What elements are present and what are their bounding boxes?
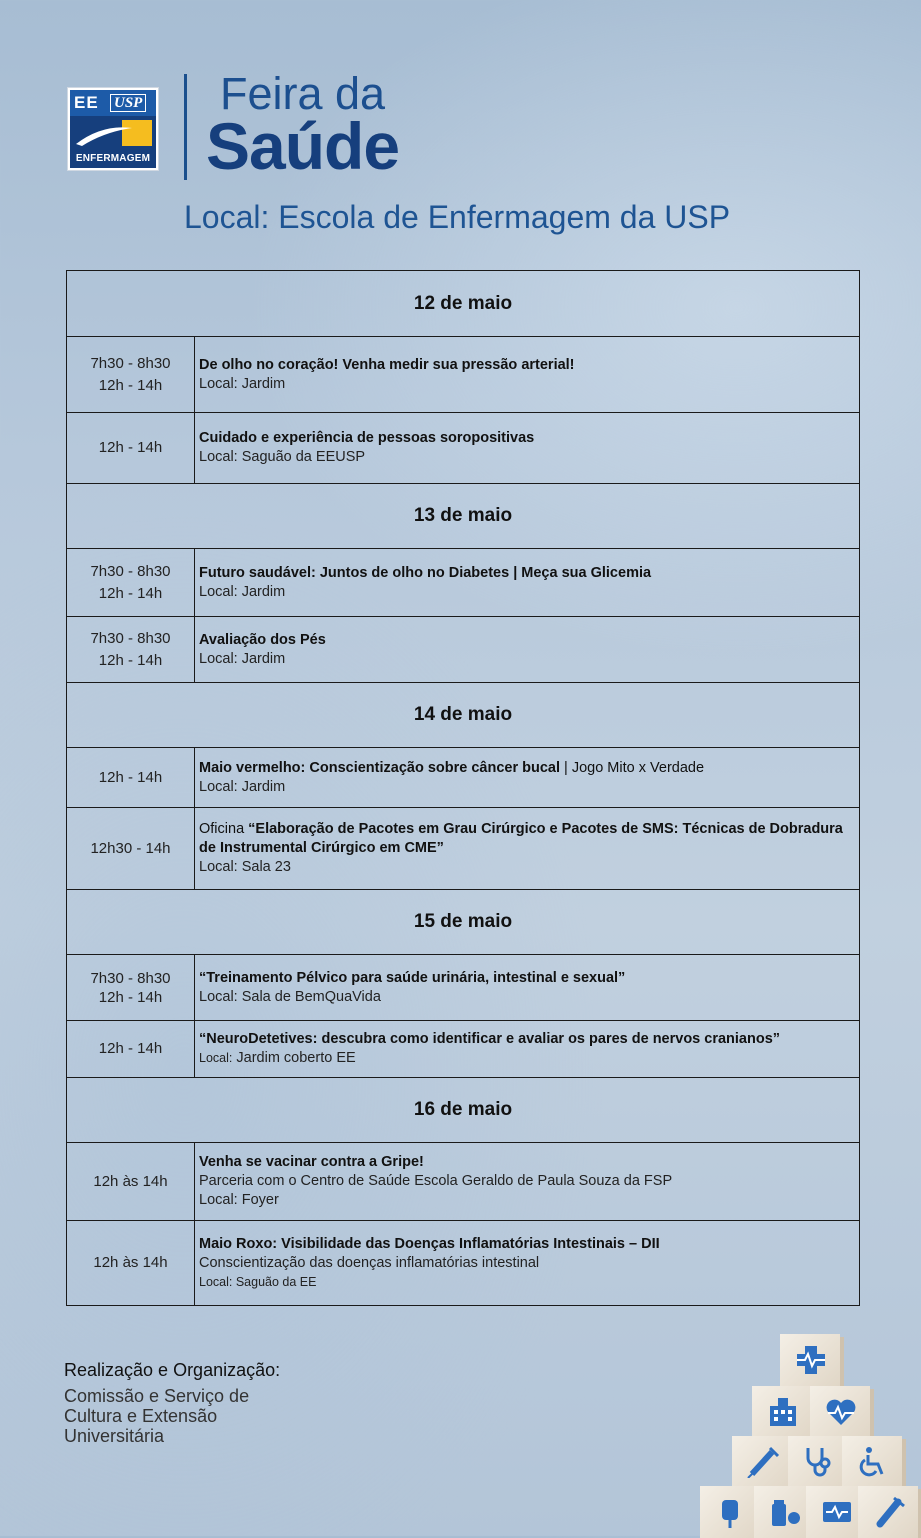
event-location-label: Local: [199, 1051, 233, 1065]
credits-title: Realização e Organização: [64, 1360, 281, 1380]
cube [754, 1486, 814, 1538]
event-title: “Treinamento Pélvico para saúde urinária, intestinal e sexual” [199, 969, 626, 986]
monitor-icon [820, 1496, 854, 1528]
event-title: Cuidado e experiência de pessoas soropositivas [199, 430, 535, 446]
event-row [67, 617, 860, 683]
event-title: “Elaboração de Pacotes em Grau Cirúrgico e Pacotes de SMS: Técnicas de Dobradura de Instrumental Cirúrgico em CME” [199, 821, 843, 856]
event-time: 12h30 - 14h [67, 808, 195, 890]
cube [842, 1436, 902, 1488]
eeusp-logo [68, 88, 158, 170]
event-location-text: Local: Jardim [199, 375, 286, 392]
event-row [67, 549, 860, 617]
event-time: 12h às 14h [67, 1221, 195, 1306]
cube [806, 1486, 866, 1538]
day-header-row [67, 271, 860, 337]
credits-line: Comissão e Serviço de [64, 1386, 250, 1406]
event-title: “NeuroDetetives: descubra como identificar e avaliar os pares de nervos cranianos” [199, 1031, 781, 1047]
event-location-text: Local: Saguão da EEUSP [199, 449, 366, 465]
credits [64, 1358, 280, 1446]
event-location-value: Jardim coberto EE [232, 1050, 356, 1066]
test-tube-icon [872, 1496, 906, 1528]
event-location-text: Local: Saguão da EE [199, 1274, 317, 1289]
day-label: 15 de maio [67, 890, 860, 955]
heartbeat-icon [824, 1396, 858, 1428]
event-title: Maio vermelho: Conscientização sobre câncer bucal [199, 759, 561, 776]
event-location-text: Local: Jardim [199, 583, 286, 600]
day-label: 14 de maio [67, 683, 860, 748]
schedule-table [66, 270, 860, 1306]
day-header-row [67, 484, 860, 549]
event-time: 12h às 14h [67, 1143, 195, 1221]
event-location-text: Local: Sala de BemQuaVida [199, 988, 381, 1005]
event-subtitle: Parceria com o Centro de Saúde Escola Geraldo de Paula Souza da FSP [199, 1173, 673, 1189]
day-header-row [67, 683, 860, 748]
day-header-row [67, 1078, 860, 1143]
event-time: 7h30 - 8h30 12h - 14h [67, 617, 195, 683]
event-time: 7h30 - 8h30 12h - 14h [67, 337, 195, 413]
event-title: Avaliação dos Pés [199, 631, 326, 648]
credits-line: Universitária [64, 1426, 165, 1446]
event-row [67, 1021, 860, 1078]
event-time: 7h30 - 8h30 12h - 14h [67, 955, 195, 1021]
syringe-icon [746, 1446, 780, 1478]
stethoscope-icon [802, 1446, 836, 1478]
event-title: Venha se vacinar contra a Gripe! [199, 1154, 424, 1170]
day-header-row [67, 890, 860, 955]
event-title-suffix: | Jogo Mito x Verdade [560, 759, 705, 776]
title-line2: Saúde [206, 109, 400, 183]
logo-swoosh-icon [74, 122, 134, 148]
cube [780, 1334, 840, 1386]
cube [700, 1486, 760, 1538]
cube [810, 1386, 870, 1438]
event-location-text: Local: Jardim [199, 650, 286, 667]
event-title: Futuro saudável: Juntos de olho no Diabetes | Meça sua Glicemia [199, 564, 652, 581]
day-label: 13 de maio [67, 484, 860, 549]
event-row [67, 413, 860, 484]
cube [752, 1386, 812, 1438]
event-row [67, 748, 860, 808]
event-time: 12h - 14h [67, 413, 195, 484]
event-time: 12h - 14h [67, 748, 195, 808]
iv-bag-icon [714, 1496, 748, 1528]
event-time: 12h - 14h [67, 1021, 195, 1078]
hospital-icon [766, 1396, 800, 1428]
pills-icon [768, 1496, 802, 1528]
event-title-prefix: Oficina [199, 821, 249, 837]
cube [732, 1436, 792, 1488]
logo-name-text: ENFERMAGEM [70, 150, 156, 168]
event-time: 7h30 - 8h30 12h - 14h [67, 549, 195, 617]
event-row [67, 337, 860, 413]
event-row [67, 955, 860, 1021]
header-divider [184, 74, 187, 180]
event-location-text: Local: Jardim [199, 778, 286, 795]
cube [788, 1436, 848, 1488]
event-location: Local: Escola de Enfermagem da USP [184, 199, 731, 235]
title-line1: Feira da [220, 68, 386, 119]
event-title: De olho no coração! Venha medir sua pressão arterial! [199, 356, 575, 373]
event-location-text: Local: Sala 23 [199, 859, 291, 875]
logo-ee-text: EE [74, 93, 99, 112]
logo-usp-text: USP [110, 94, 146, 112]
event-subtitle: Conscientização das doenças inflamatórias intestinal [199, 1254, 540, 1271]
medical-cross-icon [794, 1344, 828, 1376]
event-title: Maio Roxo: Visibilidade das Doenças Inflamatórias Intestinais – DII [199, 1235, 660, 1252]
event-row [67, 808, 860, 890]
event-row [67, 1221, 860, 1306]
cube [858, 1486, 918, 1538]
day-label: 12 de maio [67, 271, 860, 337]
day-label: 16 de maio [67, 1078, 860, 1143]
wheelchair-icon [856, 1446, 890, 1478]
credits-line: Cultura e Extensão [64, 1406, 218, 1426]
event-location-text: Local: Foyer [199, 1192, 279, 1208]
event-row [67, 1143, 860, 1221]
